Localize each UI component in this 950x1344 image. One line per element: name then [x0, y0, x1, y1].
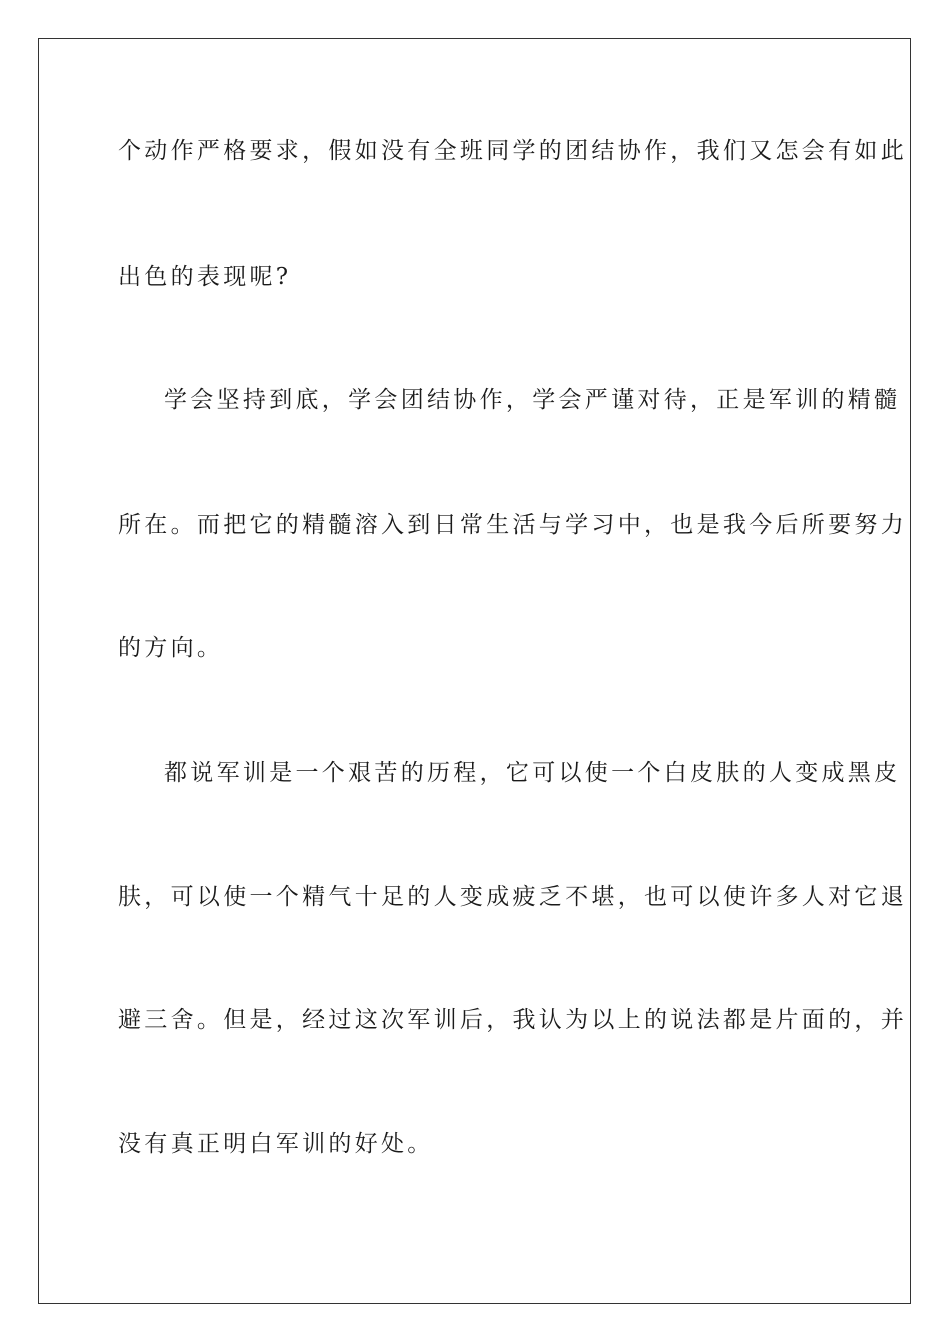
text-line: 肤，可以使一个精气十足的人变成疲乏不堪，也可以使许多人对它退 [118, 884, 907, 910]
text-line: 出色的表现呢? [118, 264, 292, 290]
paragraph-first-line: 学会坚持到底，学会团结协作，学会严谨对待，正是军训的精髓 [164, 387, 901, 413]
text-line: 避三舍。但是，经过这次军训后，我认为以上的说法都是片面的，并 [118, 1007, 907, 1033]
text-line: 个动作严格要求，假如没有全班同学的团结协作，我们又怎会有如此 [118, 138, 907, 164]
text-line: 所在。而把它的精髓溶入到日常生活与学习中，也是我今后所要努力 [118, 512, 907, 538]
paragraph-first-line: 都说军训是一个艰苦的历程，它可以使一个白皮肤的人变成黑皮 [164, 760, 901, 786]
text-line: 的方向。 [118, 635, 224, 661]
text-line: 没有真正明白军训的好处。 [118, 1131, 434, 1157]
document-page [38, 38, 911, 1304]
